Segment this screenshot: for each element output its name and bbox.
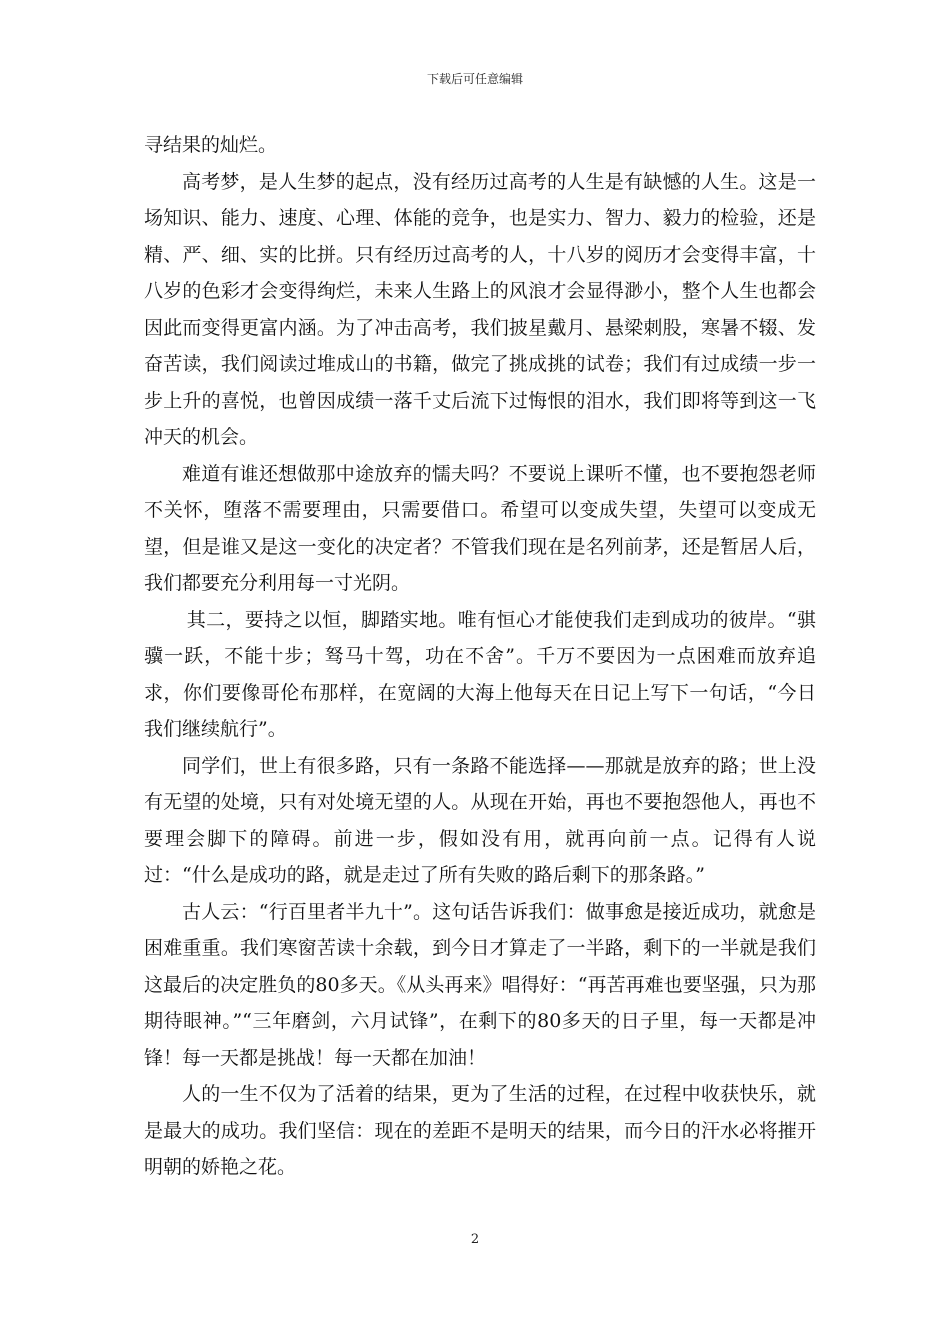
document-body [144,127,816,1186]
paragraph-perseverance: 其二，要持之以恒，脚踏实地。唯有恒心才能使我们走到成功的彼岸。“骐骥一跃，不能十步；驽马十驾，功在不舍”。千万不要因为一点困难而放弃追求，你们要像哥伦布那样，在宽阔的大海上他每天在日记上写下一句话，“今日我们继续航行”。 [144,608,816,740]
paragraph-classmates: 同学们，世上有很多路，只有一条路不能选择——那就是放弃的路；世上没有无望的处境，只有对处境无望的人。从现在开始，再也不要抱怨他人，再也不要理会脚下的障碍。前进一步，假如没有用，就再向前一点。记得有人说过：“什么是成功的路，就是走过了所有失败的路后剩下的那条路。” [144,754,816,886]
page-header: 下载后可任意编辑 [426,72,523,86]
page-number: 2 [470,1232,480,1247]
paragraph-continuation: 寻结果的灿烂。 [144,134,278,156]
paragraph-gaokao-dream: 高考梦，是人生梦的起点，没有经历过高考的人生是有缺憾的人生。这是一场知识、能力、速度、心理、体能的竞争，也是实力、智力、毅力的检验，还是精、严、细、实的比拼。只有经历过高考的人，十八岁的阅历才会变得丰富，十八岁的色彩才会变得绚烂，未来人生路上的风浪才会显得渺小，整个人生也都会因此而变得更富内涵。为了冲击高考，我们披星戴月、悬梁刺股，寒暑不辍、发奋苦读，我们阅读过堆成山的书籍，做完了挑成挑的试卷；我们有过成绩一步一步上升的喜悦，也曾因成绩一落千丈后流下过悔恨的泪水，我们即将等到这一飞冲天的机会。 [144,170,816,448]
paragraph-ancient-saying: 古人云：“行百里者半九十”。这句话告诉我们：做事愈是接近成功，就愈是困难重重。我们寒窗苦读十余载，到今日才算走了一半路，剩下的一半就是我们这最后的决定胜负的80多天。《从头再来》唱得好：“再苦再难也要坚强，只为那期待眼神。”“三年磨剑，六月试锋”，在剩下的80多天的日子里，每一天都是冲锋！每一天都是挑战！每一天都在加油！ [144,900,816,1069]
paragraph-conclusion: 人的一生不仅为了活着的结果，更为了生活的过程，在过程中收获快乐，就是最大的成功。我们坚信：现在的差距不是明天的结果，而今日的汗水必将摧开明朝的娇艳之花。 [144,1083,816,1178]
paragraph-coward: 难道有谁还想做那中途放弃的懦夫吗？不要说上课听不懂，也不要抱怨老师不关怀，堕落不需要理由，只需要借口。希望可以变成失望，失望可以变成无望，但是谁又是这一变化的决定者？不管我们现在是名列前茅，还是暂居人后，我们都要充分利用每一寸光阴。 [144,462,816,594]
